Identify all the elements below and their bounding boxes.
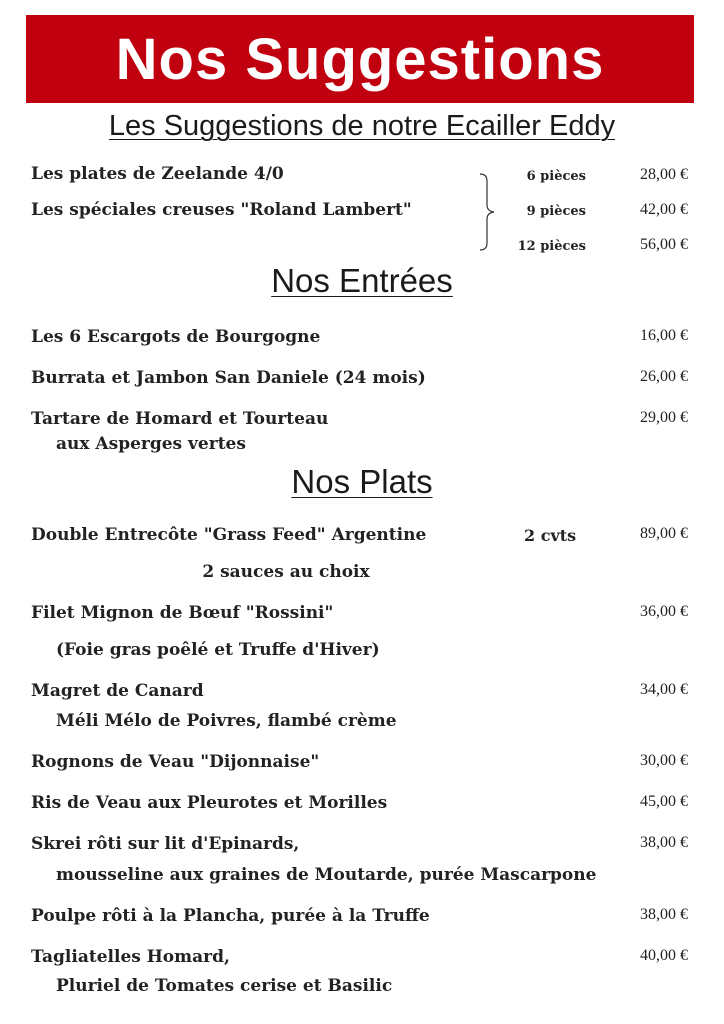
menu-item-name: Tagliatelles Homard, <box>31 947 230 967</box>
plats-section-title: Nos Plats <box>291 463 433 500</box>
menu-item-name: Les 6 Escargots de Bourgogne <box>31 327 321 347</box>
menu-item-description: Méli Mélo de Poivres, flambé crème <box>56 711 397 731</box>
oyster-price: 28,00 € <box>640 166 688 183</box>
page-title: Nos Suggestions <box>115 26 605 92</box>
menu-item-description: mousseline aux graines de Moutarde, purée Mascarpone <box>56 865 597 885</box>
menu-item-name: Double Entrecôte "Grass Feed" Argentine <box>31 525 427 545</box>
menu-item-name: Filet Mignon de Bœuf "Rossini" <box>31 603 334 623</box>
menu-item-name: Burrata et Jambon San Daniele (24 mois) <box>31 368 426 388</box>
menu-item-price: 38,00 € <box>640 834 688 851</box>
oyster-qty: 9 pièces <box>526 204 586 219</box>
menu-item-price: 26,00 € <box>640 368 688 385</box>
menu-item-description: Pluriel de Tomates cerise et Basilic <box>56 976 393 996</box>
menu-item-covers: 2 cvts <box>524 526 577 545</box>
menu-item-name: Ris de Veau aux Pleurotes et Morilles <box>31 793 388 813</box>
menu-item-name: Tartare de Homard et Tourteau <box>31 409 329 429</box>
oyster-qty: 12 pièces <box>517 239 586 254</box>
menu-item-name: Skrei rôti sur lit d'Epinards, <box>31 834 300 854</box>
oyster-item: Les spéciales creuses "Roland Lambert" <box>31 200 412 220</box>
oyster-qty: 6 pièces <box>526 169 586 184</box>
menu-item-price: 16,00 € <box>640 327 688 344</box>
menu-item-name: Rognons de Veau "Dijonnaise" <box>31 752 320 772</box>
oyster-price: 42,00 € <box>640 201 688 218</box>
oyster-item: Les plates de Zeelande 4/0 <box>31 164 284 184</box>
entrees-section-title: Nos Entrées <box>271 262 453 299</box>
menu-item-price: 89,00 € <box>640 525 688 542</box>
menu-item-price: 40,00 € <box>640 947 688 964</box>
menu-item-name: Poulpe rôti à la Plancha, purée à la Truffe <box>31 906 430 926</box>
menu-item-note: 2 sauces au choix <box>202 562 370 582</box>
menu-item-price: 38,00 € <box>640 906 688 923</box>
header-banner <box>26 15 694 103</box>
menu-item-price: 30,00 € <box>640 752 688 769</box>
menu-item-description: (Foie gras poêlé et Truffe d'Hiver) <box>56 640 380 660</box>
oyster-price: 56,00 € <box>640 236 688 253</box>
menu-item-name: Magret de Canard <box>31 681 204 701</box>
menu-item-price: 34,00 € <box>640 681 688 698</box>
menu-item-price: 29,00 € <box>640 409 688 426</box>
menu-item-price: 36,00 € <box>640 603 688 620</box>
menu-item-description: aux Asperges vertes <box>56 434 246 454</box>
oysters-section-title: Les Suggestions de notre Ecailler Eddy <box>108 110 616 142</box>
menu-item-price: 45,00 € <box>640 793 688 810</box>
